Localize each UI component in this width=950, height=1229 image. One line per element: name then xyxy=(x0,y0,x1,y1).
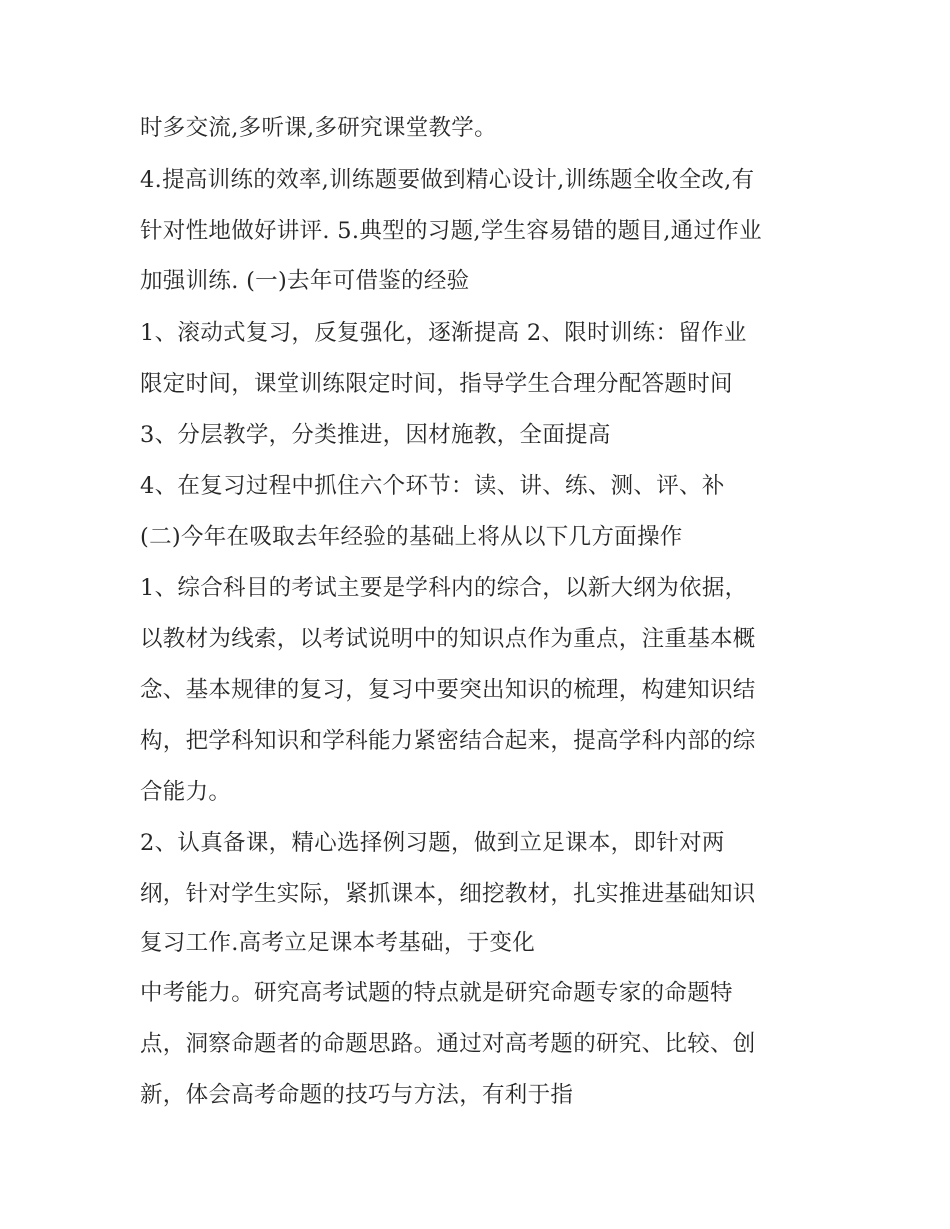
text-line: 时多交流,多听课,多研究课堂教学。 xyxy=(140,115,497,141)
text-line: 中考能力。研究高考试题的特点就是研究命题专家的命题特 xyxy=(140,980,733,1006)
text-line: 复习工作.高考立足课本考基础，于变化 xyxy=(140,930,536,956)
text-line: 4、在复习过程中抓住六个环节：读、讲、练、测、评、补 xyxy=(140,473,725,499)
text-line: 加强训练. (一)去年可借鉴的经验 xyxy=(140,268,470,294)
text-line: 新，体会高考命题的技巧与方法，有利于指 xyxy=(140,1082,574,1108)
text-line: 2、认真备课，精心选择例习题，做到立足课本，即针对两 xyxy=(140,830,725,856)
text-line: 点，洞察命题者的命题思路。通过对高考题的研究、比较、创 xyxy=(140,1031,756,1057)
text-line: 纲，针对学生实际，紧抓课本，细挖教材，扎实推进基础知识 xyxy=(140,881,756,907)
text-line: 1、综合科目的考试主要是学科内的综合，以新大纲为依据， xyxy=(140,575,748,601)
text-line: 构，把学科知识和学科能力紧密结合起来，提高学科内部的综 xyxy=(140,728,756,754)
text-line: 以教材为线索，以考试说明中的知识点作为重点，注重基本概 xyxy=(140,626,756,652)
text-line: 1、滚动式复习，反复强化，逐渐提高 2、限时训练：留作业 xyxy=(140,320,747,346)
text-line: 念、基本规律的复习，复习中要突出知识的梳理，构建知识结 xyxy=(140,677,756,703)
text-line: 合能力。 xyxy=(140,779,232,805)
text-line: (二)今年在吸取去年经验的基础上将从以下几方面操作 xyxy=(140,524,683,550)
text-line: 限定时间，课堂训练限定时间，指导学生合理分配答题时间 xyxy=(140,371,733,397)
text-line: 3、分层教学，分类推进，因材施教，全面提高 xyxy=(140,422,611,448)
text-line: 针对性地做好讲评. 5.典型的习题,学生容易错的题目,通过作业 xyxy=(140,218,762,244)
text-line: 4.提高训练的效率,训练题要做到精心设计,训练题全收全改,有 xyxy=(140,167,755,193)
